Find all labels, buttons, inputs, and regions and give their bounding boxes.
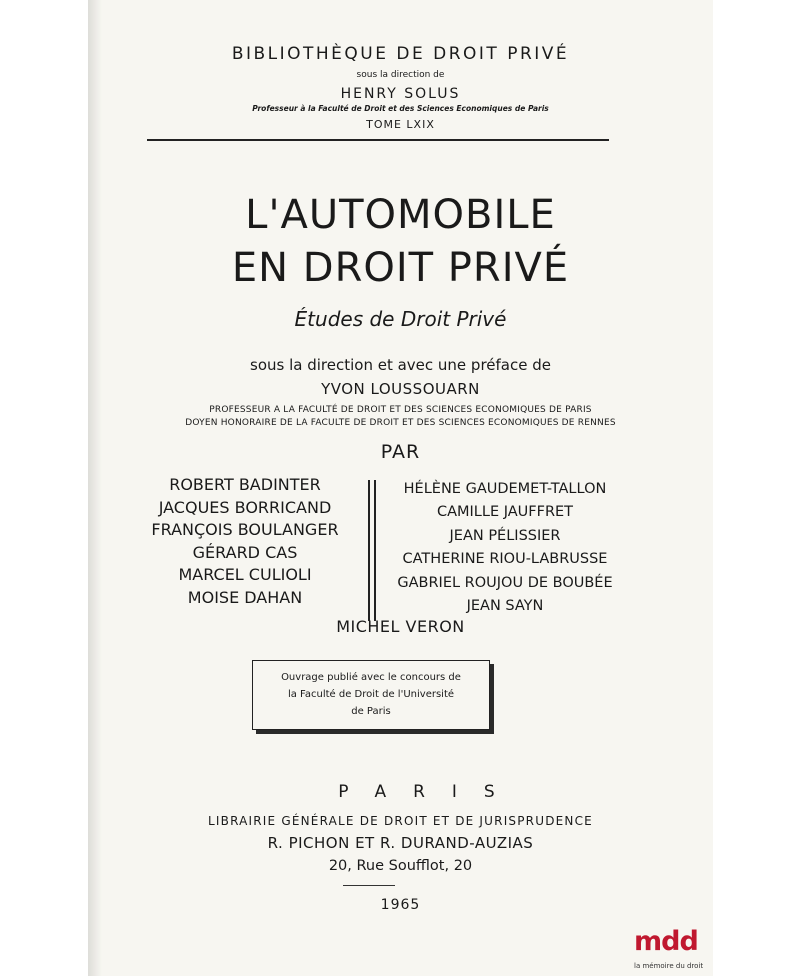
publisher-name: LIBRAIRIE GÉNÉRALE DE DROIT ET DE JURISPRUDENCE [208,814,593,828]
imprint-city: PARIS [338,782,522,802]
author-name: FRANÇOIS BOULANGER [151,520,339,540]
preface-author-credential-2: DOYEN HONORAIRE DE LA FACULTE DE DROIT ET DES SCIENCES ECONOMIQUES DE RENNES [185,418,616,428]
page-gutter-shadow [88,0,102,976]
preface-intro: sous la direction et avec une préface de [250,356,551,374]
author-name: GABRIEL ROUJOU DE BOUBÉE [397,574,613,591]
author-name: JACQUES BORRICAND [158,497,332,517]
book-subtitle: Études de Droit Privé [294,307,507,331]
series-director-title: Professeur à la Faculté de Droit et des Sciences Economiques de Paris [252,104,549,113]
publisher-owners: R. PICHON ET R. DURAND-AUZIAS [267,834,534,852]
tome-number: TOME LXIX [366,118,435,131]
book-title-line1: L'AUTOMOBILE [245,192,556,238]
author-name: CATHERINE RIOU-LABRUSSE [402,551,608,568]
authors-left-column [130,474,360,610]
authors-label: PAR [380,441,421,463]
series-director: HENRY SOLUS [340,86,461,102]
mdd-logo-text: mdd [634,926,698,957]
authors-right-column [390,478,620,618]
preface-author-credential-1: PROFESSEUR A LA FACULTÉ DE DROIT ET DES SCIENCES ECONOMIQUES DE PARIS [209,405,592,415]
author-name: ROBERT BADINTER [169,475,321,494]
notice-line-1: Ouvrage publié avec le concours de [281,672,461,683]
authors-separator-line [368,480,370,621]
mdd-watermark-logo [634,926,714,972]
preface-author: YVON LOUSSOUARN [321,380,480,398]
series-direction-label: sous la direction de [356,70,445,80]
book-title-line2: EN DROIT PRIVÉ [231,245,570,291]
header-divider [147,139,609,141]
authors-separator-line [374,480,376,621]
publisher-address: 20, Rue Soufflot, 20 [328,858,473,874]
author-name: JEAN PÉLISSIER [449,527,561,544]
imprint-divider [343,885,395,886]
publication-year: 1965 [380,897,421,913]
author-name: HÉLÈNE GAUDEMET-TALLON [403,481,607,497]
mdd-logo-tagline: la mémoire du droit [634,962,704,970]
notice-line-3: de Paris [351,706,391,717]
publication-notice-box [252,660,490,730]
author-name: CAMILLE JAUFFRET [436,504,574,521]
notice-line-2: la Faculté de Droit de l'Université [287,689,455,700]
series-title: BIBLIOTHÈQUE DE DROIT PRIVÉ [231,44,570,64]
author-name-final: MICHEL VERON [336,617,465,636]
author-name: MARCEL CULIOLI [178,565,312,585]
author-name: GÉRARD CAS [192,542,298,562]
author-name: JEAN SAYN [466,598,544,615]
author-name: MOISE DAHAN [187,587,303,607]
